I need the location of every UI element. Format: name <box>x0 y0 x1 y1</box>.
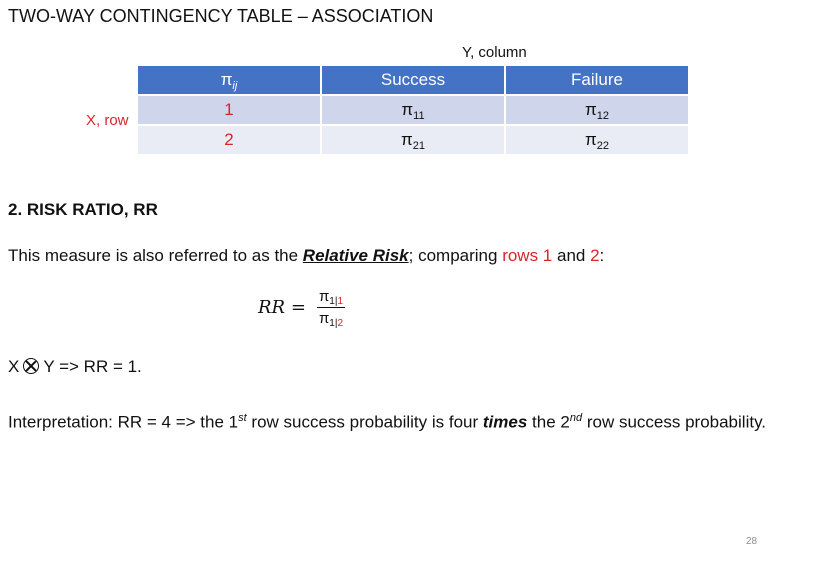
row-variable-label: X, row <box>86 112 129 129</box>
interpretation-paragraph: Interpretation: RR = 4 => the 1st row success probability is four times the 2nd row success probability. <box>8 412 767 432</box>
formula-lhs: RR = <box>258 297 306 318</box>
column-variable-label: Y, column <box>462 44 527 61</box>
slide-title: TWO-WAY CONTINGENCY TABLE – ASSOCIATION <box>8 6 434 26</box>
column-header-failure: Failure <box>505 65 689 95</box>
table-row <box>137 125 689 155</box>
table-row <box>137 95 689 125</box>
formula-numerator: $\pi_{1|1}$ <box>318 288 344 307</box>
row-label: 2 <box>137 125 321 155</box>
corner-header <box>137 65 321 95</box>
table-header-row <box>137 65 689 95</box>
table-cell: $\pi_{22}$ <box>505 125 689 155</box>
column-header-success: Success <box>321 65 505 95</box>
otimes-icon <box>23 358 39 374</box>
table-cell: $\pi_{12}$ <box>505 95 689 125</box>
page-number: 28 <box>746 536 758 547</box>
independence-statement: X Y => RR = 1. <box>8 357 142 376</box>
row-label: 1 <box>137 95 321 125</box>
contingency-table <box>136 64 690 156</box>
relative-risk-term: Relative Risk <box>302 246 409 265</box>
table-cell: $\pi_{11}$ <box>321 95 505 125</box>
corner-symbol: π <box>220 70 233 89</box>
section-heading: 2. RISK RATIO, RR <box>8 200 158 219</box>
corner-subscript: ij <box>232 80 238 92</box>
formula-denominator: $\pi_{1|2}$ <box>318 310 344 329</box>
table-cell: $\pi_{21}$ <box>321 125 505 155</box>
risk-ratio-formula <box>258 288 345 327</box>
formula-fraction <box>317 288 345 327</box>
definition-paragraph: This measure is also referred to as the Relative Risk; comparing rows 1 and 2: <box>8 246 605 265</box>
